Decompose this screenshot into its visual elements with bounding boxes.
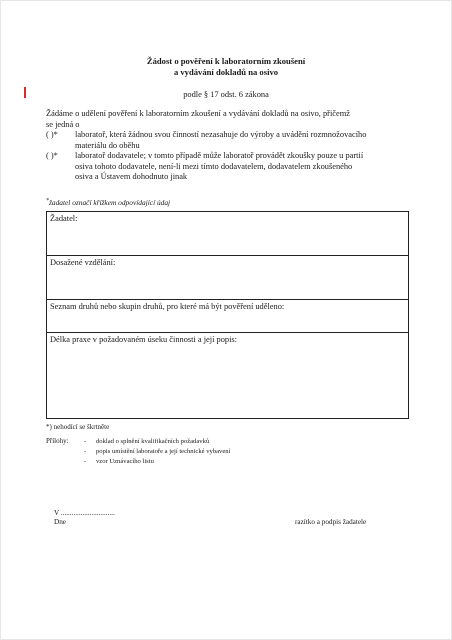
option-1-line-2: materiálu do oběhu (75, 140, 140, 150)
document-title-line-1: Žádost o pověření k laboratorním zkoušení (146, 56, 306, 66)
attachments-label: Přílohy: (46, 437, 69, 445)
note-text: žadatel označí křížkem odpovídající údaj (49, 198, 171, 207)
option-1-line-1: laboratoř, která žádnou svou činností nezasahuje do výroby a uvádění rozmnožovacího (75, 130, 367, 139)
option-2-line-2: osiva tohoto dodavatele, není-li mezi tímto dodavatelem, dodavatelem zkoušeného (75, 161, 353, 171)
marking-instruction (46, 197, 170, 207)
form-label-applicant: Žadatel: (50, 214, 78, 223)
option-2-checkbox[interactable]: ( )* (46, 151, 58, 160)
option-2-line-1: laboratoř dodavatele; v tomto případě může laboratoř provádět zkoušky pouze u partií (75, 151, 364, 160)
footnote: *) nehodící se škrtněte (46, 423, 110, 431)
form-row-education[interactable] (47, 256, 408, 300)
attachment-dash-3: - (84, 457, 87, 465)
form-row-applicant[interactable] (47, 212, 408, 256)
signature-place: V .............................. (54, 509, 115, 517)
option-2-line-3: osiva a Ústavem dohodnuto jinak (75, 172, 188, 181)
legal-reference: podle § 17 odst. 6 zákona (183, 90, 269, 99)
attachment-item-1: doklad o splnění kvalifikačních požadavků (96, 437, 210, 445)
attachment-item-2: popis umístění laboratoře a její technické vybavení (96, 447, 231, 455)
intro-line-1: Žádáme o udělení pověření k laboratorním zkoušení a vydávání dokladů na osivo, přičemž (46, 109, 350, 118)
applicant-form-table (46, 211, 409, 419)
note-star: * (46, 198, 49, 204)
attachment-item-3: vzor Uznávacího listu (96, 457, 154, 465)
option-1-checkbox[interactable]: ( )* (46, 130, 58, 139)
attachment-dash-2: - (84, 447, 87, 455)
form-row-practice[interactable] (47, 333, 408, 418)
signature-stamp-label: razítko a podpis žadatele (295, 518, 367, 526)
signature-date: Dne (54, 518, 66, 526)
form-label-education: Dosažené vzdělání: (50, 258, 116, 267)
attachment-dash-1: - (84, 437, 87, 445)
form-row-species-list[interactable] (47, 300, 408, 333)
form-label-practice: Délka praxe v požadovaném úseku činnosti a její popis: (50, 335, 237, 344)
form-label-species-list: Seznam druhů nebo skupin druhů, pro které má být pověření uděleno: (50, 302, 285, 311)
intro-line-2: se jedná o (46, 119, 80, 129)
document-title-line-2: a vydávání dokladů na osivo (173, 67, 279, 77)
